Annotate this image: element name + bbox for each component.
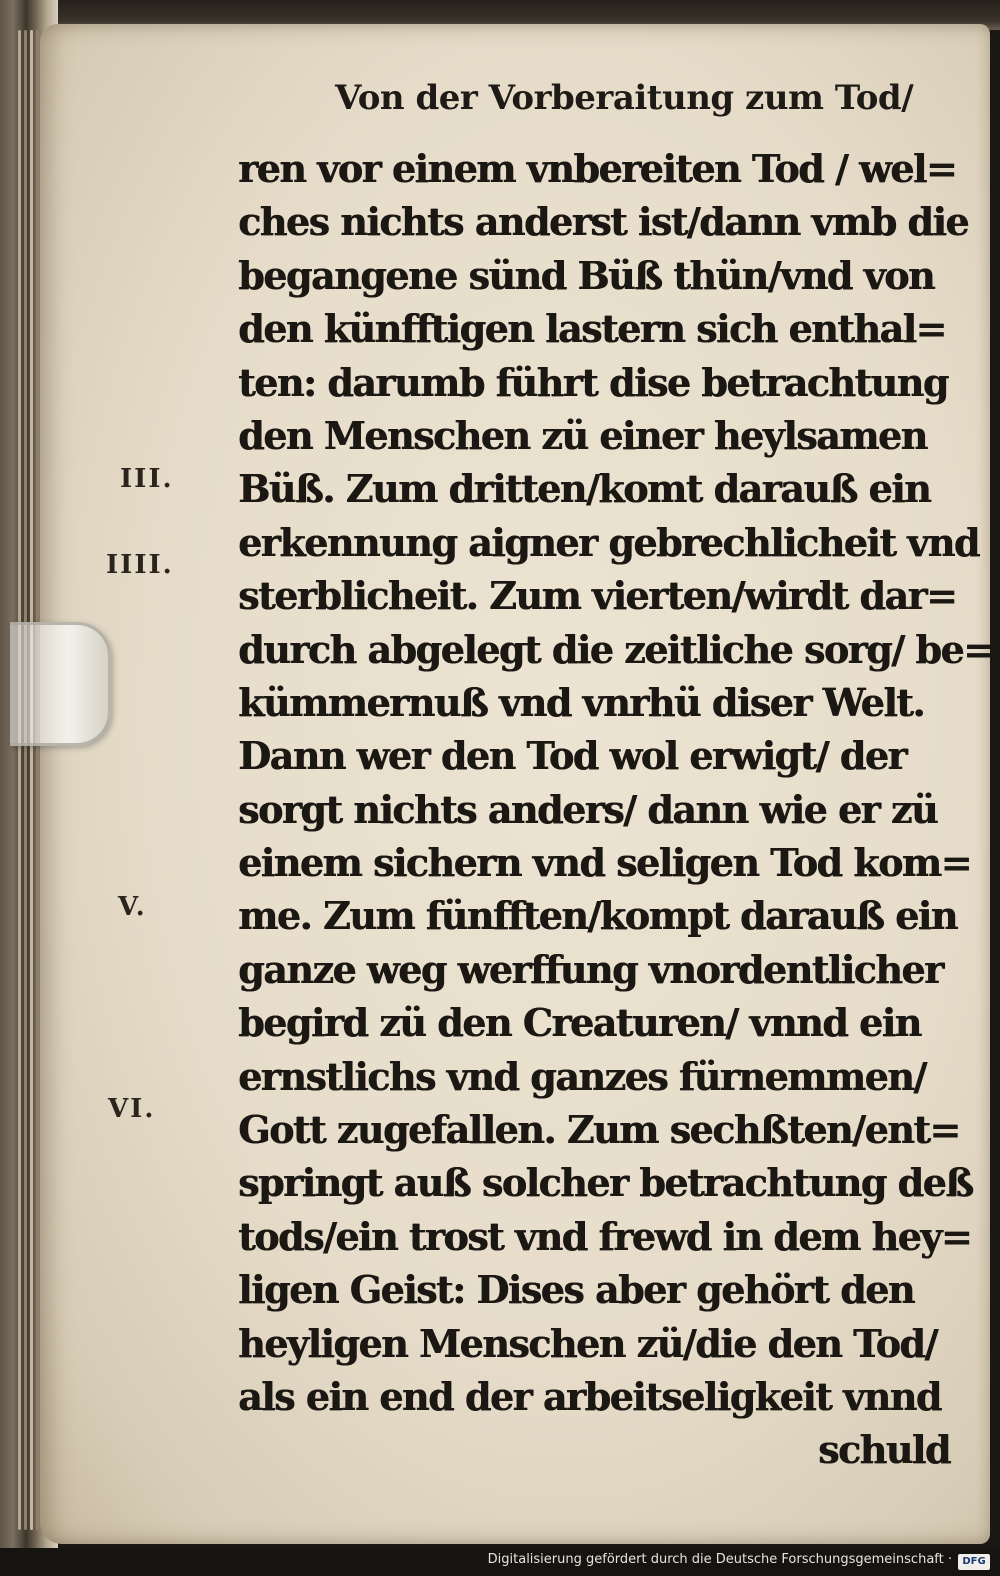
text-line: den künfftigen lastern sich enthal= [238,306,946,352]
text-line: als ein end der arbeitseligkeit vnnd [238,1373,941,1419]
text-line: durch abgelegt die zeitliche sorg/ be= [238,626,994,672]
text-line: me. Zum fünfften/kompt darauß ein [238,893,957,939]
margin-number-3: III. [120,464,174,494]
text-line: schuld [818,1427,950,1473]
text-line: ren vor einem vnbereiten Tod / wel= [238,146,957,191]
text-line: erkennung aigner gebrechlicheit vnd [238,519,979,565]
page-edge [24,30,27,1530]
footer-bar [0,1548,1000,1576]
page-edge [30,30,33,1530]
text-line: sterblicheit. Zum vierten/wirdt dar= [238,573,957,619]
text-line: Dann wer den Tod wol erwigt/ der [238,733,906,779]
text-line: einem sichern vnd seligen Tod kom= [238,840,971,886]
margin-number-6: VI. [108,1094,156,1124]
text-line: ganze weg werffung vnordentlicher [238,946,943,992]
text-line: springt auß solcher betrachtung deß [238,1160,973,1206]
text-line: ernstlichs vnd ganzes fürnemmen/ [238,1053,926,1099]
page-clip-icon [10,622,111,746]
page-edge [36,30,39,1530]
margin-number-5: V. [118,892,147,922]
text-line: Büß. Zum dritten/komt darauß ein [238,466,931,512]
margin-number-4: IIII. [106,550,174,580]
running-head: Von der Vorberaitung zum Tod/ [335,78,914,118]
text-line: ches nichts anderst ist/dann vmb die [238,199,968,245]
text-body [238,142,994,1477]
footer-credit: Digitalisierung gefördert durch die Deutsche Forschungsgemeinschaft · [487,1552,952,1567]
text-line: ligen Geist: Dises aber gehört den [238,1267,914,1313]
text-line: Gott zugefallen. Zum sechßten/ent= [238,1107,960,1153]
text-line: sorgt nichts anders/ dann wie er zü [238,786,938,832]
text-line: begird zü den Creaturen/ vnnd ein [238,1000,921,1046]
text-line: kümmernuß vnd vnrhü diser Welt. [238,679,924,725]
text-line: ten: darumb führt dise betrachtung [238,359,948,405]
text-line: heyligen Menschen zü/die den Tod/ [238,1320,937,1366]
page-edge [18,30,21,1530]
dfg-logo-icon: DFG [958,1554,990,1570]
text-line: den Menschen zü einer heylsamen [238,412,927,458]
text-line: tods/ein trost vnd frewd in dem hey= [238,1213,972,1259]
text-line: begangene sünd Büß thün/vnd von [238,252,935,298]
